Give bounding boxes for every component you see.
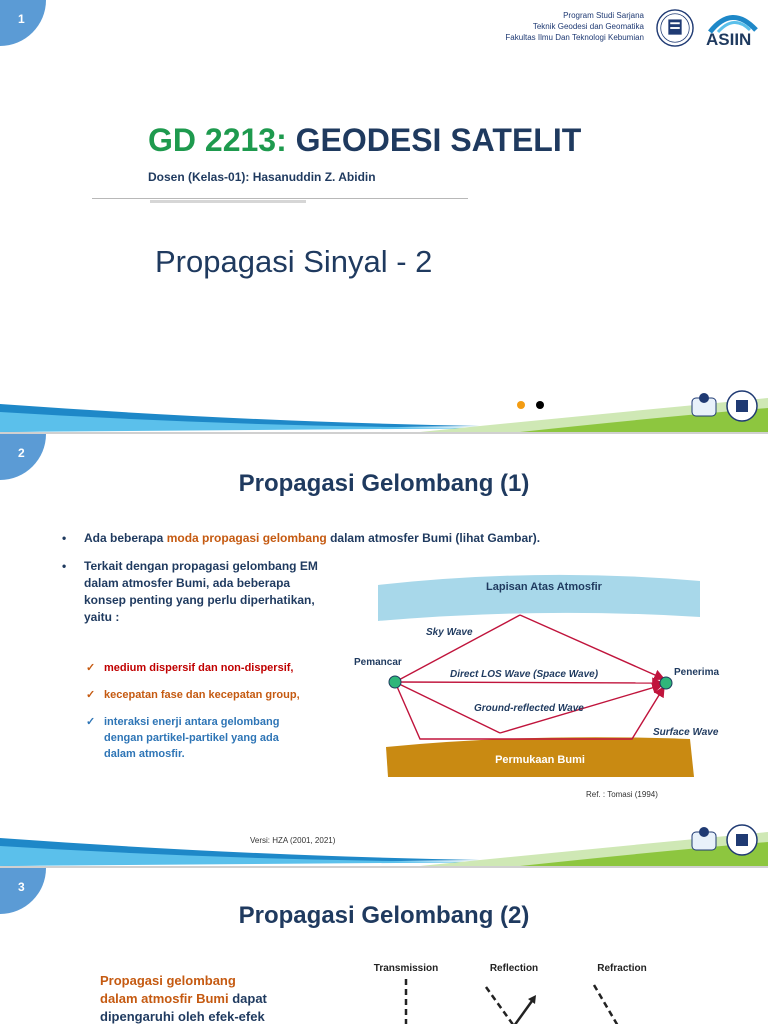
course-code: GD 2213: xyxy=(148,122,287,158)
bullet-dot: • xyxy=(62,531,67,545)
check2-text: kecepatan fase dan kecepatan group, xyxy=(104,689,300,701)
wave-effects-figure xyxy=(360,957,760,1024)
reference-note: Ref. : Tomasi (1994) xyxy=(586,790,658,799)
transmitter-node xyxy=(389,676,401,688)
check3-line-3: dalam atmosfir. xyxy=(104,748,185,760)
refraction-ray xyxy=(594,985,618,1024)
slide-3[interactable] xyxy=(0,868,768,1024)
bullet-important-concepts xyxy=(62,558,364,626)
slide-number: 1 xyxy=(18,12,25,26)
slide3-line-2 xyxy=(100,990,267,1008)
title-divider xyxy=(92,198,468,199)
checkmark-icon: ✓ xyxy=(86,662,96,674)
bullet2-line-4: yaitu : xyxy=(84,610,120,624)
slide3-line-3: dipengaruhi oleh efek-efek xyxy=(100,1009,265,1024)
title-divider-shadow xyxy=(150,200,306,203)
check-item-velocity xyxy=(86,687,300,703)
header-line-program: Program Studi Sarjana xyxy=(563,11,644,20)
check3-line-2: dengan partikel-partikel yang ada xyxy=(104,732,279,744)
slide3-line-2-rest: dapat xyxy=(228,991,267,1006)
course-title xyxy=(148,122,581,159)
nav-dot-orange xyxy=(517,401,525,409)
slide-number-badge xyxy=(0,0,46,46)
slide3-body-text xyxy=(100,972,267,1024)
footer-wave-decoration xyxy=(0,392,768,432)
slide-title: Propagasi Gelombang (1) xyxy=(238,470,530,497)
bullet-propagation-modes xyxy=(62,530,724,547)
check3-line-1: interaksi enerji antara gelombang xyxy=(104,716,280,728)
bullet2-line-2: dalam atmosfer Bumi, ada beberapa xyxy=(84,576,291,590)
ground-reflected-label: Ground-reflected Wave xyxy=(474,703,584,714)
slide-title: Propagasi Gelombang (2) xyxy=(238,902,530,929)
version-note: Versi: HZA (2001, 2021) xyxy=(250,836,336,845)
check-item-dispersive xyxy=(86,660,294,676)
propagation-modes-diagram xyxy=(350,567,740,787)
slide3-line-2-highlight: dalam atmosfir Bumi xyxy=(100,991,229,1006)
bullet-dot: • xyxy=(62,559,67,573)
university-seal-logo xyxy=(656,9,694,47)
asiin-logo xyxy=(704,8,760,50)
bullet1-text-pre: Ada beberapa xyxy=(84,531,167,545)
direct-los-line xyxy=(395,682,662,683)
footer-emblems-icon xyxy=(690,822,760,858)
receiver-label: Penerima xyxy=(674,667,720,678)
slide3-line-1: Propagasi gelombang xyxy=(100,973,236,988)
slide-2[interactable] xyxy=(0,434,768,868)
sky-wave-label: Sky Wave xyxy=(426,627,473,638)
receiver-node xyxy=(660,677,672,689)
slide-number: 3 xyxy=(18,880,25,894)
reflection-label: Reflection xyxy=(489,963,539,974)
transmitter-label: Pemancar xyxy=(354,657,402,668)
bullet2-line-3: konsep penting yang perlu diperhatikan, xyxy=(84,593,315,607)
refraction-label: Refraction xyxy=(597,963,647,974)
bullet1-highlight: moda propagasi gelombang xyxy=(166,531,327,545)
reflection-incident-ray xyxy=(486,987,514,1024)
footer-emblems-icon xyxy=(690,388,760,424)
bullet2-line-1: Terkait dengan propagasi gelombang EM xyxy=(84,559,318,573)
course-name: GEODESI SATELIT xyxy=(295,122,582,158)
nav-dot-black xyxy=(536,401,544,409)
header-line-department: Teknik Geodesi dan Geomatika xyxy=(532,22,644,31)
header-line-faculty: Fakultas Ilmu Dan Teknologi Kebumian xyxy=(505,33,644,42)
lecture-subtitle: Propagasi Sinyal - 2 xyxy=(155,244,433,279)
slide-number: 2 xyxy=(18,446,25,460)
check1-text: medium dispersif dan non-dispersif, xyxy=(104,662,294,674)
direct-los-label: Direct LOS Wave (Space Wave) xyxy=(450,669,599,680)
lecturer-name: Dosen (Kelas-01): Hasanuddin Z. Abidin xyxy=(148,170,376,184)
upper-atmosphere-label: Lapisan Atas Atmosfir xyxy=(486,581,602,593)
reflection-reflected-ray xyxy=(514,1001,532,1024)
transmission-label: Transmission xyxy=(373,963,439,974)
checkmark-icon: ✓ xyxy=(86,689,96,701)
asiin-label: ASIIN xyxy=(706,30,752,49)
surface-wave-label: Surface Wave xyxy=(653,727,719,738)
slide-1[interactable] xyxy=(0,0,768,434)
earth-surface-label: Permukaan Bumi xyxy=(495,754,585,766)
footer-wave-decoration xyxy=(0,826,768,866)
bullet1-text-post: dalam atmosfer Bumi (lihat Gambar). xyxy=(326,531,541,545)
check-item-energy xyxy=(86,714,280,762)
checkmark-icon: ✓ xyxy=(86,716,96,728)
institution-header xyxy=(505,10,644,43)
